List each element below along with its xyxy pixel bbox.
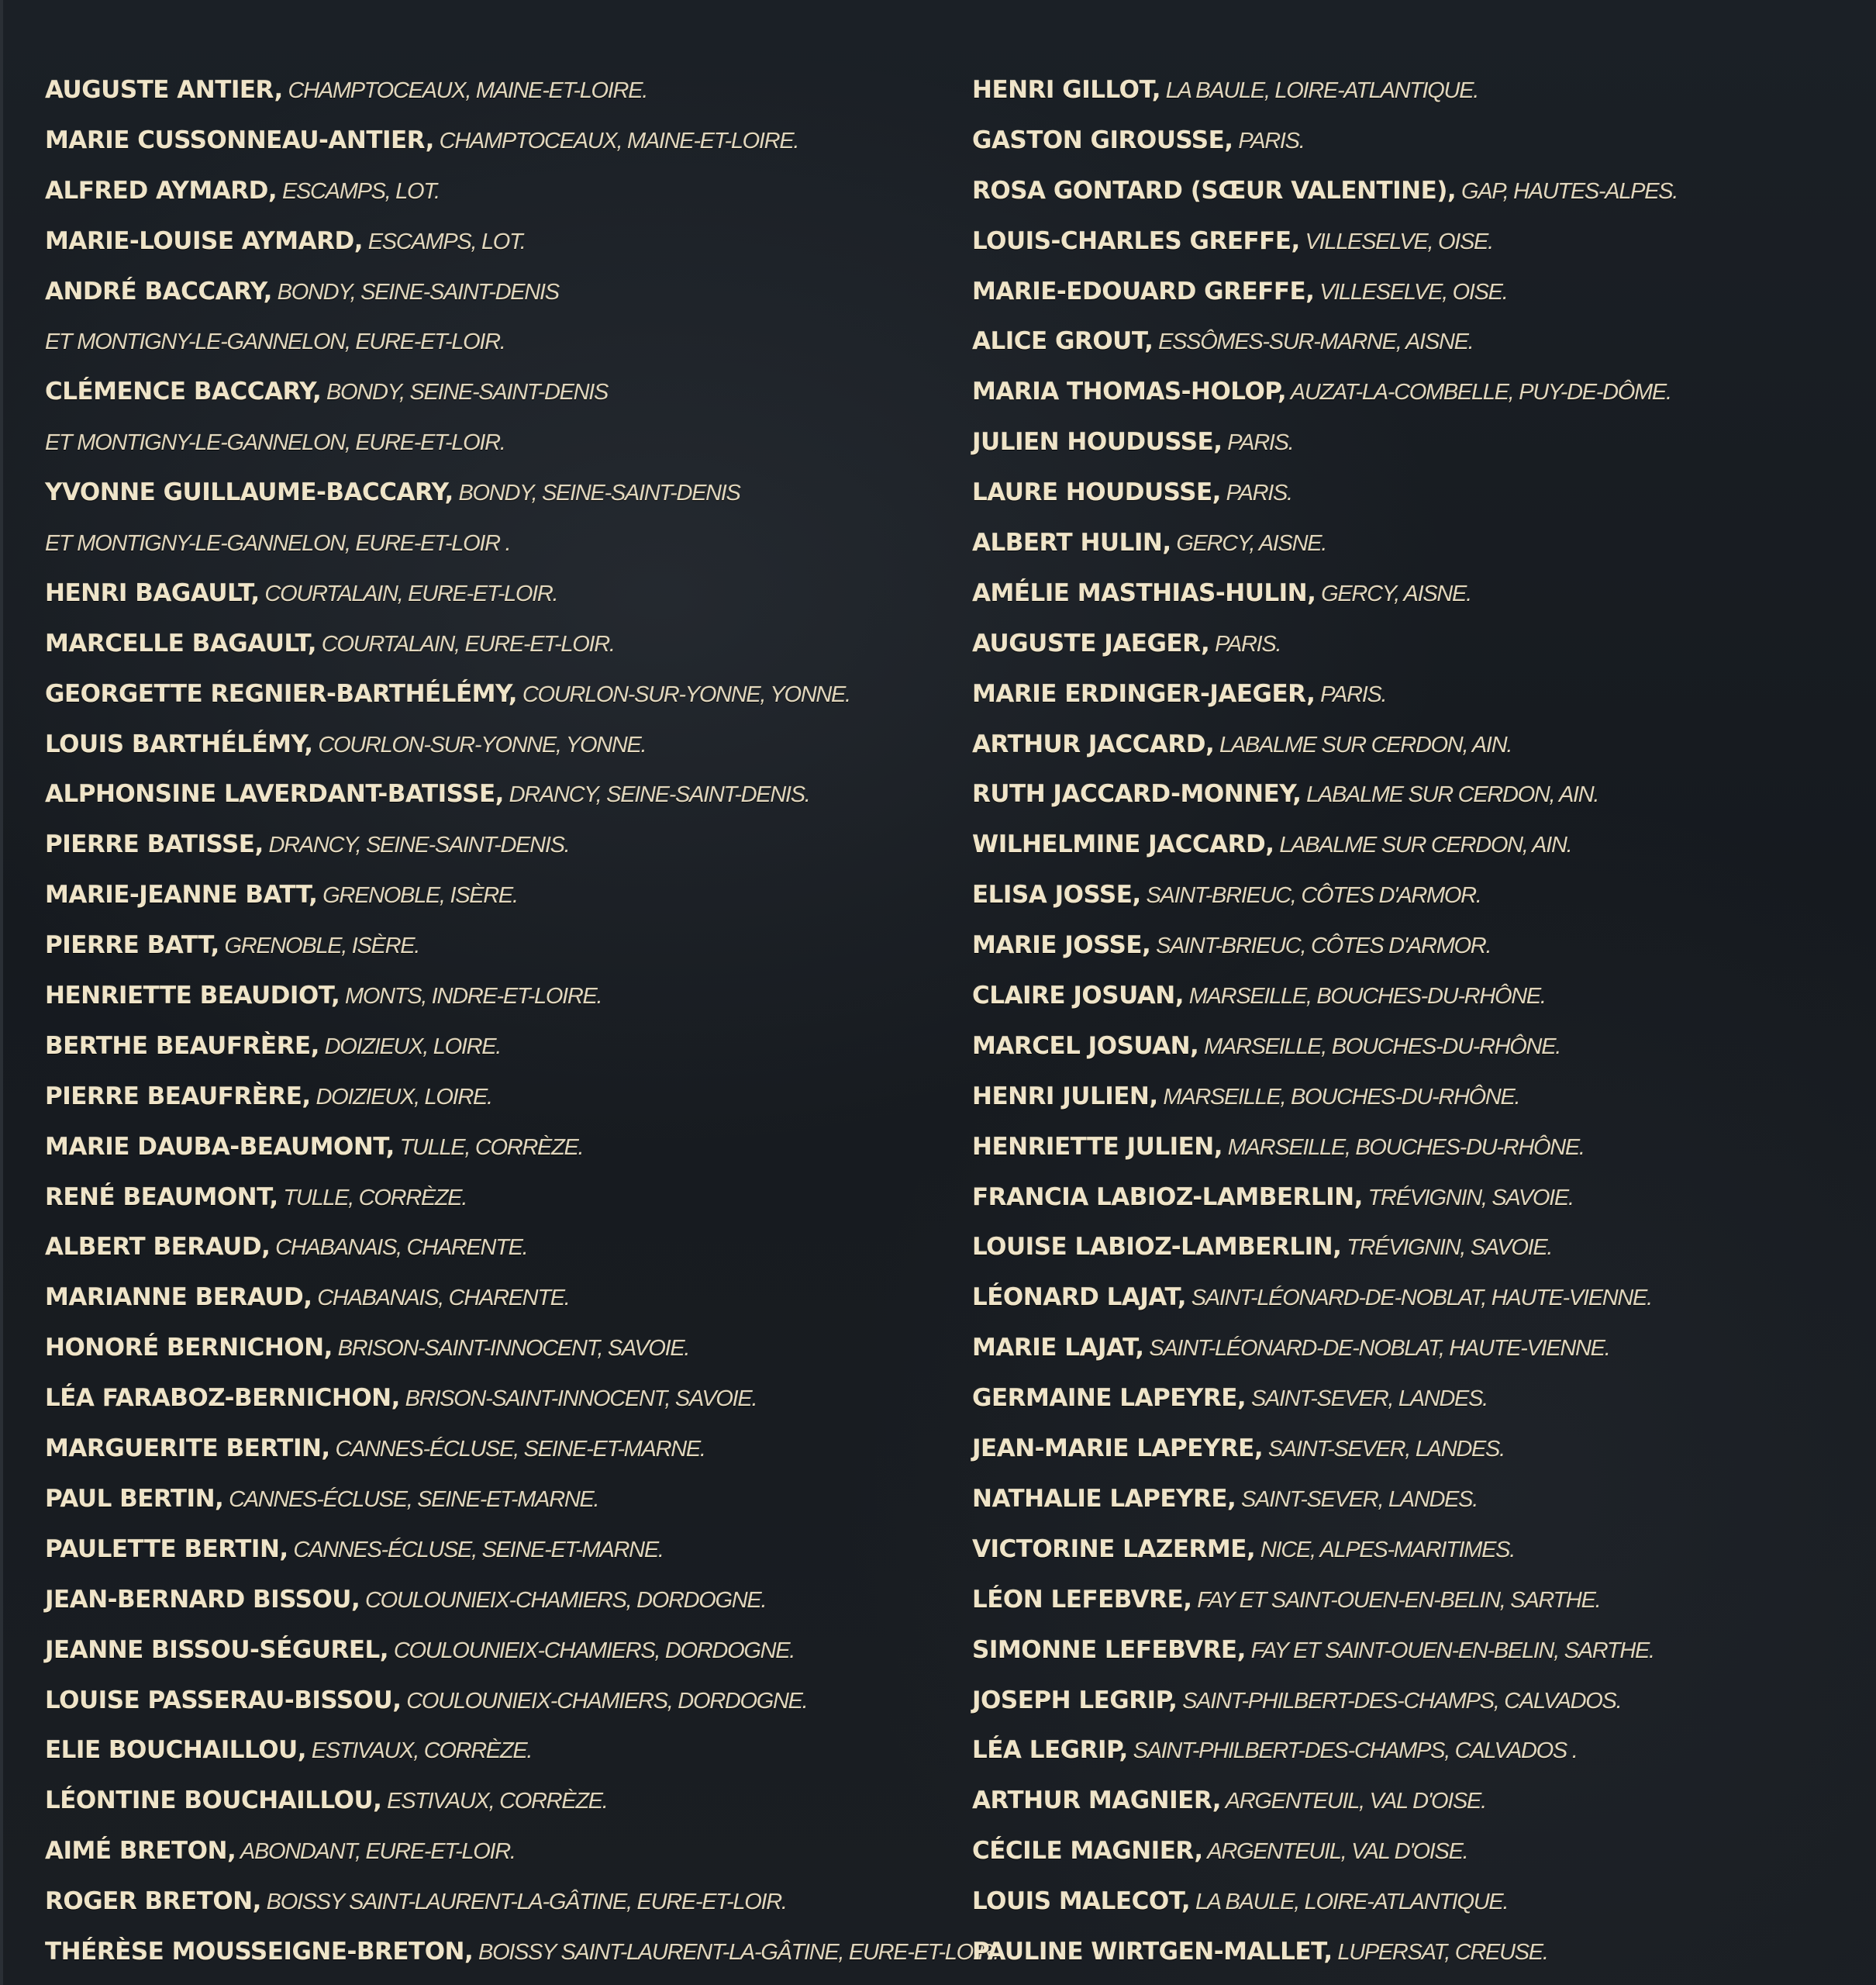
name-entry <box>972 1474 1856 1524</box>
place-name: GERCY, AISNE. <box>1316 581 1471 606</box>
name-entry <box>45 619 952 669</box>
name-entry <box>45 1474 952 1524</box>
person-name: HENRI JULIEN, <box>972 1082 1158 1110</box>
person-name: VICTORINE LAZERME, <box>972 1534 1256 1563</box>
name-entry <box>45 1826 952 1876</box>
name-entry <box>45 1424 952 1474</box>
place-name: VILLESELVE, OISE. <box>1299 229 1493 254</box>
person-name: LÉONARD LAJAT, <box>972 1283 1186 1312</box>
name-entry <box>45 1072 952 1122</box>
place-name: ARGENTEUIL, VAL D'OISE. <box>1221 1789 1486 1814</box>
name-entry <box>972 720 1856 770</box>
person-name: MARIE-EDOUARD GREFFE, <box>972 277 1315 306</box>
name-entry <box>972 971 1856 1021</box>
person-name: AMÉLIE MASTHIAS-HULIN, <box>972 578 1316 607</box>
name-entry <box>45 1625 952 1676</box>
place-name: COURTALAIN, EURE-ET-LOIR. <box>316 631 615 657</box>
name-entry <box>972 669 1856 720</box>
name-entry <box>45 1927 999 1977</box>
name-entry <box>45 1021 952 1072</box>
person-name: MARIE LAJAT, <box>972 1334 1144 1362</box>
place-name: VILLESELVE, OISE. <box>1314 279 1508 305</box>
name-entry <box>972 65 1856 116</box>
name-entry <box>972 568 1856 619</box>
person-name: FRANCIA LABIOZ-LAMBERLIN, <box>972 1182 1363 1211</box>
name-entry <box>45 669 952 720</box>
place-name: CHAMPTOCEAUX, MAINE-ET-LOIRE. <box>433 128 799 154</box>
place-name: LABALME SUR CERDON, AIN. <box>1301 782 1599 808</box>
person-name: JEAN-BERNARD BISSOU, <box>45 1585 360 1614</box>
name-entry <box>45 116 952 166</box>
name-entry <box>972 1323 1856 1373</box>
person-name: ELISA JOSSE, <box>972 881 1141 910</box>
person-name: RUTH JACCARD-MONNEY, <box>972 780 1302 809</box>
person-name: LOUIS BARTHÉLÉMY, <box>45 730 313 758</box>
place-name: SAINT-BRIEUC, CÔTES D'ARMOR. <box>1150 934 1491 959</box>
place-name: SAINT-BRIEUC, CÔTES D'ARMOR. <box>1140 883 1481 909</box>
place-name: LUPERSAT, CREUSE. <box>1332 1939 1548 1965</box>
place-name: FAY ET SAINT-OUEN-EN-BELIN, SARTHE. <box>1245 1638 1654 1663</box>
person-name: YVONNE GUILLAUME-BACCARY, <box>45 478 453 507</box>
person-name: LÉA FARABOZ-BERNICHON, <box>45 1384 400 1413</box>
person-name: LAURE HOUDUSSE, <box>972 478 1221 507</box>
place-name: COULOUNIEIX-CHAMIERS, DORDOGNE. <box>360 1587 767 1613</box>
place-name: ESTIVAUX, CORRÈZE. <box>381 1789 608 1814</box>
place-name: LA BAULE, LOIRE-ATLANTIQUE. <box>1160 78 1478 103</box>
place-name: COULOUNIEIX-CHAMIERS, DORDOGNE. <box>388 1638 795 1663</box>
place-name: DRANCY, SEINE-SAINT-DENIS. <box>263 833 570 858</box>
person-name: PAUL BERTIN, <box>45 1484 224 1513</box>
name-entry <box>972 1776 1856 1826</box>
place-name: CANNES-ÉCLUSE, SEINE-ET-MARNE. <box>329 1437 705 1462</box>
name-entry <box>45 568 952 619</box>
place-name: COURLON-SUR-YONNE, YONNE. <box>312 732 647 758</box>
place-name: SAINT-SEVER, LANDES. <box>1236 1486 1478 1512</box>
person-name: AUGUSTE JAEGER, <box>972 629 1210 658</box>
person-name: PAULINE WIRTGEN-MALLET, <box>972 1937 1333 1966</box>
person-name: ARTHUR JACCARD, <box>972 730 1215 758</box>
place-name: BOISSY SAINT-LAURENT-LA-GÂTINE, EURE-ET-LOIR. <box>473 1939 999 1965</box>
person-name: PIERRE BATT, <box>45 931 219 960</box>
place-name: CANNES-ÉCLUSE, SEINE-ET-MARNE. <box>288 1537 664 1562</box>
place-name: DOIZIEUX, LOIRE. <box>310 1084 492 1110</box>
place-name: ESCAMPS, LOT. <box>362 229 526 254</box>
person-name: GASTON GIROUSSE, <box>972 126 1233 154</box>
place-name: PARIS. <box>1233 128 1305 154</box>
name-entry <box>45 1222 952 1272</box>
place-name: COURTALAIN, EURE-ET-LOIR. <box>259 581 558 606</box>
name-entry <box>972 1272 1856 1323</box>
name-entry <box>45 1323 952 1373</box>
place-name: CHABANAIS, CHARENTE. <box>312 1286 570 1311</box>
place-name: BONDY, SEINE-SAINT-DENIS <box>271 279 559 305</box>
place-name: COULOUNIEIX-CHAMIERS, DORDOGNE. <box>401 1688 808 1714</box>
name-entry <box>45 1373 952 1424</box>
person-name: GERMAINE LAPEYRE, <box>972 1384 1247 1413</box>
name-entry <box>45 1172 952 1223</box>
place-name: DRANCY, SEINE-SAINT-DENIS. <box>503 782 810 808</box>
place-name: TULLE, CORRÈZE. <box>278 1185 467 1210</box>
name-entry <box>972 216 1856 267</box>
person-name: LOUISE LABIOZ-LAMBERLIN, <box>972 1233 1342 1262</box>
name-entry <box>972 1072 1856 1122</box>
person-name: LOUIS-CHARLES GREFFE, <box>972 226 1300 255</box>
name-entry <box>45 166 952 216</box>
person-name: JOSEPH LEGRIP, <box>972 1686 1178 1714</box>
person-name: LÉA LEGRIP, <box>972 1736 1128 1765</box>
person-name: JULIEN HOUDUSSE, <box>972 428 1223 457</box>
person-name: LÉON LEFEBVRE, <box>972 1585 1192 1614</box>
place-name: LABALME SUR CERDON, AIN. <box>1214 732 1512 758</box>
place-name: ESCAMPS, LOT. <box>277 178 440 204</box>
name-entry <box>972 1725 1856 1776</box>
place-name: AUZAT-LA-COMBELLE, PUY-DE-DÔME. <box>1286 380 1671 406</box>
place-name: PARIS. <box>1209 631 1281 657</box>
place-name: TRÉVIGNIN, SAVOIE. <box>1341 1235 1553 1261</box>
name-entry <box>45 216 952 267</box>
name-entry <box>972 1876 1856 1927</box>
left-column <box>45 65 999 1977</box>
person-name: ALPHONSINE LAVERDANT-BATISSE, <box>45 780 504 809</box>
name-entry <box>972 870 1856 920</box>
name-entry <box>45 267 952 317</box>
person-name: LOUISE PASSERAU-BISSOU, <box>45 1686 402 1714</box>
name-entry <box>972 619 1856 669</box>
person-name: MARIA THOMAS-HOLOP, <box>972 378 1287 406</box>
place-name: COURLON-SUR-YONNE, YONNE. <box>517 682 850 707</box>
place-name: ABONDANT, EURE-ET-LOIR. <box>236 1839 516 1865</box>
person-name: ANDRÉ BACCARY, <box>45 277 272 306</box>
person-name: ROGER BRETON, <box>45 1887 261 1916</box>
person-name: MARIE JOSSE, <box>972 931 1151 960</box>
person-name: HENRIETTE BEAUDIOT, <box>45 982 340 1010</box>
name-entry <box>972 1373 1856 1424</box>
place-name: PARIS. <box>1315 682 1387 707</box>
person-name: JEANNE BISSOU-SÉGUREL, <box>45 1635 389 1664</box>
person-name: HENRIETTE JULIEN, <box>972 1132 1223 1161</box>
person-name: ALBERT BERAUD, <box>45 1233 271 1262</box>
place-name: ET MONTIGNY-LE-GANNELON, EURE-ET-LOIR. <box>45 430 505 456</box>
place-name: SAINT-PHILBERT-DES-CHAMPS, CALVADOS . <box>1127 1738 1578 1764</box>
place-name: BRISON-SAINT-INNOCENT, SAVOIE. <box>332 1336 690 1362</box>
person-name: LOUIS MALECOT, <box>972 1887 1191 1916</box>
place-name: SAINT-SEVER, LANDES. <box>1263 1437 1505 1462</box>
place-name: GRENOBLE, ISÈRE. <box>219 934 420 959</box>
person-name: GEORGETTE REGNIER-BARTHÉLÉMY, <box>45 679 518 708</box>
place-name: TRÉVIGNIN, SAVOIE. <box>1362 1185 1574 1210</box>
person-name: HONORÉ BERNICHON, <box>45 1334 333 1362</box>
person-name: RENÉ BEAUMONT, <box>45 1182 278 1211</box>
name-entry <box>45 65 952 116</box>
person-name: MARCELLE BAGAULT, <box>45 629 317 658</box>
person-name: MARIE DAUBA-BEAUMONT, <box>45 1132 395 1161</box>
place-name: SAINT-LÉONARD-DE-NOBLAT, HAUTE-VIENNE. <box>1185 1286 1652 1311</box>
place-name: GAP, HAUTES-ALPES. <box>1456 178 1678 204</box>
place-name: MARSEILLE, BOUCHES-DU-RHÔNE. <box>1157 1084 1520 1110</box>
name-entry <box>45 1876 952 1927</box>
place-name: BRISON-SAINT-INNOCENT, SAVOIE. <box>399 1386 757 1412</box>
person-name: MARGUERITE BERTIN, <box>45 1434 330 1463</box>
place-name: TULLE, CORRÈZE. <box>394 1134 584 1160</box>
name-entry <box>972 1927 1856 1977</box>
person-name: ROSA GONTARD (SŒUR VALENTINE), <box>972 176 1457 205</box>
person-name: HENRI BAGAULT, <box>45 578 260 607</box>
right-column <box>972 65 1856 1977</box>
person-name: MARIE-LOUISE AYMARD, <box>45 226 363 255</box>
name-entry <box>972 166 1856 216</box>
name-entry <box>45 417 952 468</box>
place-name: ESSÔMES-SUR-MARNE, AISNE. <box>1153 330 1474 355</box>
person-name: HENRI GILLOT, <box>972 76 1160 104</box>
person-name: AIMÉ BRETON, <box>45 1837 236 1866</box>
place-name: NICE, ALPES-MARITIMES. <box>1255 1537 1515 1562</box>
person-name: ALICE GROUT, <box>972 327 1154 356</box>
place-name: LA BAULE, LOIRE-ATLANTIQUE. <box>1190 1890 1509 1915</box>
name-entry <box>972 820 1856 870</box>
name-entry <box>45 920 952 971</box>
name-entry <box>972 267 1856 317</box>
place-name: BOISSY SAINT-LAURENT-LA-GÂTINE, EURE-ET-LOIR. <box>260 1890 787 1915</box>
person-name: AUGUSTE ANTIER, <box>45 76 283 104</box>
person-name: WILHELMINE JACCARD, <box>972 830 1274 859</box>
place-name: FAY ET SAINT-OUEN-EN-BELIN, SARTHE. <box>1191 1587 1601 1613</box>
person-name: ALBERT HULIN, <box>972 529 1171 558</box>
person-name: ALFRED AYMARD, <box>45 176 278 205</box>
person-name: PIERRE BATISSE, <box>45 830 264 859</box>
name-entry <box>972 1524 1856 1575</box>
name-entry <box>45 518 952 568</box>
person-name: CLAIRE JOSUAN, <box>972 982 1185 1010</box>
place-name: SAINT-SEVER, LANDES. <box>1246 1386 1488 1412</box>
person-name: CLÉMENCE BACCARY, <box>45 378 322 406</box>
person-name: CÉCILE MAGNIER, <box>972 1837 1203 1866</box>
name-entry <box>972 1122 1856 1172</box>
name-entry <box>45 870 952 920</box>
name-entry <box>972 1676 1856 1726</box>
place-name: SAINT-LÉONARD-DE-NOBLAT, HAUTE-VIENNE. <box>1143 1336 1610 1362</box>
person-name: ARTHUR MAGNIER, <box>972 1786 1222 1815</box>
place-name: BONDY, SEINE-SAINT-DENIS <box>321 380 609 406</box>
place-name: GERCY, AISNE. <box>1171 531 1327 557</box>
place-name: MARSEILLE, BOUCHES-DU-RHÔNE. <box>1184 984 1546 1010</box>
name-entry <box>45 971 952 1021</box>
name-entry <box>45 1524 952 1575</box>
person-name: JEAN-MARIE LAPEYRE, <box>972 1434 1264 1463</box>
name-entry <box>972 1424 1856 1474</box>
name-entry <box>45 367 952 417</box>
name-entry <box>972 1575 1856 1625</box>
name-entry <box>45 1776 952 1826</box>
person-name: THÉRÈSE MOUSSEIGNE-BRETON, <box>45 1937 474 1966</box>
name-entry <box>972 1172 1856 1223</box>
place-name: MARSEILLE, BOUCHES-DU-RHÔNE. <box>1223 1134 1585 1160</box>
name-entry <box>972 468 1856 518</box>
place-name: GRENOBLE, ISÈRE. <box>317 883 518 909</box>
name-entry <box>45 1725 952 1776</box>
place-name: SAINT-PHILBERT-DES-CHAMPS, CALVADOS. <box>1177 1688 1622 1714</box>
place-name: PARIS. <box>1222 430 1294 456</box>
name-entry <box>45 468 952 518</box>
name-entry <box>972 417 1856 468</box>
name-entry <box>972 1826 1856 1876</box>
place-name: ET MONTIGNY-LE-GANNELON, EURE-ET-LOIR . <box>45 531 511 557</box>
person-name: PAULETTE BERTIN, <box>45 1534 288 1563</box>
person-name: MARIE CUSSONNEAU-ANTIER, <box>45 126 434 154</box>
name-entry <box>972 518 1856 568</box>
place-name: CHAMPTOCEAUX, MAINE-ET-LOIRE. <box>282 78 647 103</box>
person-name: NATHALIE LAPEYRE, <box>972 1484 1236 1513</box>
place-name: MONTS, INDRE-ET-LOIRE. <box>340 984 602 1010</box>
person-name: SIMONNE LEFEBVRE, <box>972 1635 1246 1664</box>
name-entry <box>972 116 1856 166</box>
person-name: MARIANNE BERAUD, <box>45 1283 312 1312</box>
name-entry <box>972 1021 1856 1072</box>
name-entry <box>45 1122 952 1172</box>
name-entry <box>972 367 1856 417</box>
place-name: CHABANAIS, CHARENTE. <box>270 1235 528 1261</box>
place-name: CANNES-ÉCLUSE, SEINE-ET-MARNE. <box>223 1486 599 1512</box>
name-entry <box>45 1272 952 1323</box>
place-name: ESTIVAUX, CORRÈZE. <box>306 1738 533 1764</box>
name-entry <box>45 720 952 770</box>
place-name: ET MONTIGNY-LE-GANNELON, EURE-ET-LOIR. <box>45 330 505 355</box>
place-name: DOIZIEUX, LOIRE. <box>319 1034 502 1059</box>
name-entry <box>45 769 952 820</box>
name-entry <box>45 1676 952 1726</box>
name-entry <box>972 316 1856 367</box>
person-name: MARIE-JEANNE BATT, <box>45 881 318 910</box>
person-name: PIERRE BEAUFRÈRE, <box>45 1082 311 1110</box>
person-name: ELIE BOUCHAILLOU, <box>45 1736 307 1765</box>
name-entry <box>45 1575 952 1625</box>
name-entry <box>45 820 952 870</box>
person-name: MARIE ERDINGER-JAEGER, <box>972 679 1316 708</box>
person-name: MARCEL JOSUAN, <box>972 1031 1199 1060</box>
person-name: BERTHE BEAUFRÈRE, <box>45 1031 319 1060</box>
place-name: BONDY, SEINE-SAINT-DENIS <box>453 481 740 506</box>
place-name: MARSEILLE, BOUCHES-DU-RHÔNE. <box>1198 1034 1561 1059</box>
person-name: LÉONTINE BOUCHAILLOU, <box>45 1786 382 1815</box>
place-name: ARGENTEUIL, VAL D'OISE. <box>1202 1839 1468 1865</box>
name-entry <box>972 920 1856 971</box>
name-entry <box>972 1222 1856 1272</box>
name-entry <box>45 316 952 367</box>
place-name: PARIS. <box>1220 481 1292 506</box>
name-entry <box>972 1625 1856 1676</box>
place-name: LABALME SUR CERDON, AIN. <box>1274 833 1572 858</box>
name-entry <box>972 769 1856 820</box>
